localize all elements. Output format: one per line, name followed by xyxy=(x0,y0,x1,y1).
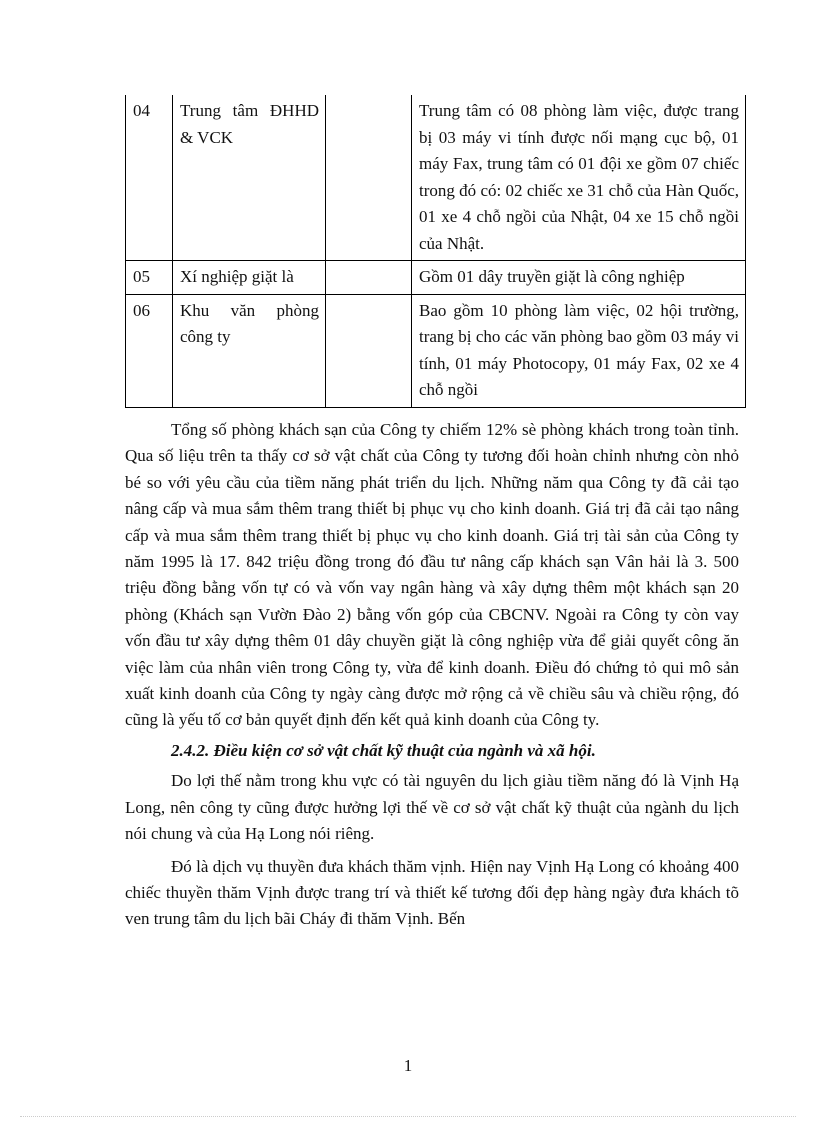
table-row xyxy=(126,261,746,295)
paragraph-ha-long-advantage: Do lợi thế nằm trong khu vực có tài nguyên du lịch giàu tiềm năng đó là Vịnh Hạ Long, nên công ty cũng được hưởng lợi thế về cơ sở vật chất kỹ thuật của ngành du lịch nói chung và của Hạ Long nói riêng. xyxy=(125,771,739,844)
row-number: 06 xyxy=(126,294,173,407)
paragraph-boat-service: Đó là dịch vụ thuyền đưa khách thăm vịnh. Hiện nay Vịnh Hạ Long có khoảng 400 chiếc thuyền thăm Vịnh được trang trí và thiết kế tương đối đẹp hàng ngày đưa khách tõ ven trung tâm du lịch bãi Cháy đi thăm Vịnh. Bến xyxy=(125,856,739,929)
facility-description: Gồm 01 dây truyền giặt là công nghiệp xyxy=(412,261,746,295)
empty-cell xyxy=(326,294,412,407)
body-text xyxy=(125,417,739,933)
empty-cell xyxy=(326,95,412,261)
facility-name: Khu văn phòng công ty xyxy=(173,294,326,407)
page-bottom-divider xyxy=(20,1116,796,1117)
table-row xyxy=(126,294,746,407)
facility-description: Bao gồm 10 phòng làm việc, 02 hội trường, trang bị cho các văn phòng bao gồm 03 máy vi tính, 01 máy Photocopy, 01 máy Fax, 02 xe 4 chỗ ngồi xyxy=(412,294,746,407)
page-number: 1 xyxy=(403,1056,413,1075)
facility-name: Xí nghiệp giặt là xyxy=(173,261,326,295)
facility-table xyxy=(125,95,746,408)
facility-description: Trung tâm có 08 phòng làm việc, được trang bị 03 máy vi tính được nối mạng cục bộ, 01 máy Fax, trung tâm có 01 đội xe gồm 07 chiếc trong đó có: 02 chiếc xe 31 chỗ của Hàn Quốc, 01 xe 4 chỗ ngồi của Nhật, 04 xe 15 chỗ ngồi của Nhật. xyxy=(412,95,746,261)
row-number: 05 xyxy=(126,261,173,295)
section-heading: 2.4.2. Điều kiện cơ sở vật chất kỹ thuật của ngành và xã hội. xyxy=(171,740,596,760)
empty-cell xyxy=(326,261,412,295)
facility-name: Trung tâm ĐHHD & VCK xyxy=(173,95,326,261)
table-row xyxy=(126,95,746,261)
paragraph-asset-summary: Tổng số phòng khách sạn của Công ty chiếm 12% sè phòng khách trong toàn tỉnh. Qua số liệu trên ta thấy cơ sở vật chất của Công ty tương đối hoàn chỉnh nhưng còn nhỏ bé so với yêu cầu của tiềm năng phát triển du lịch. Những năm qua Công ty đã cải tạo nâng cấp và mua sắm thêm trang thiết bị phục vụ cho kinh doanh. Giá trị đã cải tạo nâng cấp và mua sắm thêm trang thiết bị phục vụ cho kinh doanh. Giá trị tài sản của Công ty năm 1995 là 17. 842 triệu đồng trong đó đầu tư nâng cấp khách sạn Vân hải là 3. 500 triệu đồng bằng vốn tự có và vốn vay ngân hàng và xây dựng thêm một khách sạn 20 phòng (Khách sạn Vườn Đào 2) bằng vốn góp của CBCNV. Ngoài ra Công ty còn vay vốn đầu tư xây dựng thêm 01 dây chuyền giặt là công nghiệp vừa để giải quyết công ăn việc làm của nhân viên trong Công ty, vừa để kinh doanh. Điều đó chứng tỏ qui mô sản xuất kinh doanh của Công ty ngày càng được mở rộng cả về chiều sâu và chiều rộng, đó cũng là yếu tố cơ bản quyết định đến kết quả kinh doanh của Công ty. xyxy=(125,420,739,730)
row-number: 04 xyxy=(126,95,173,261)
